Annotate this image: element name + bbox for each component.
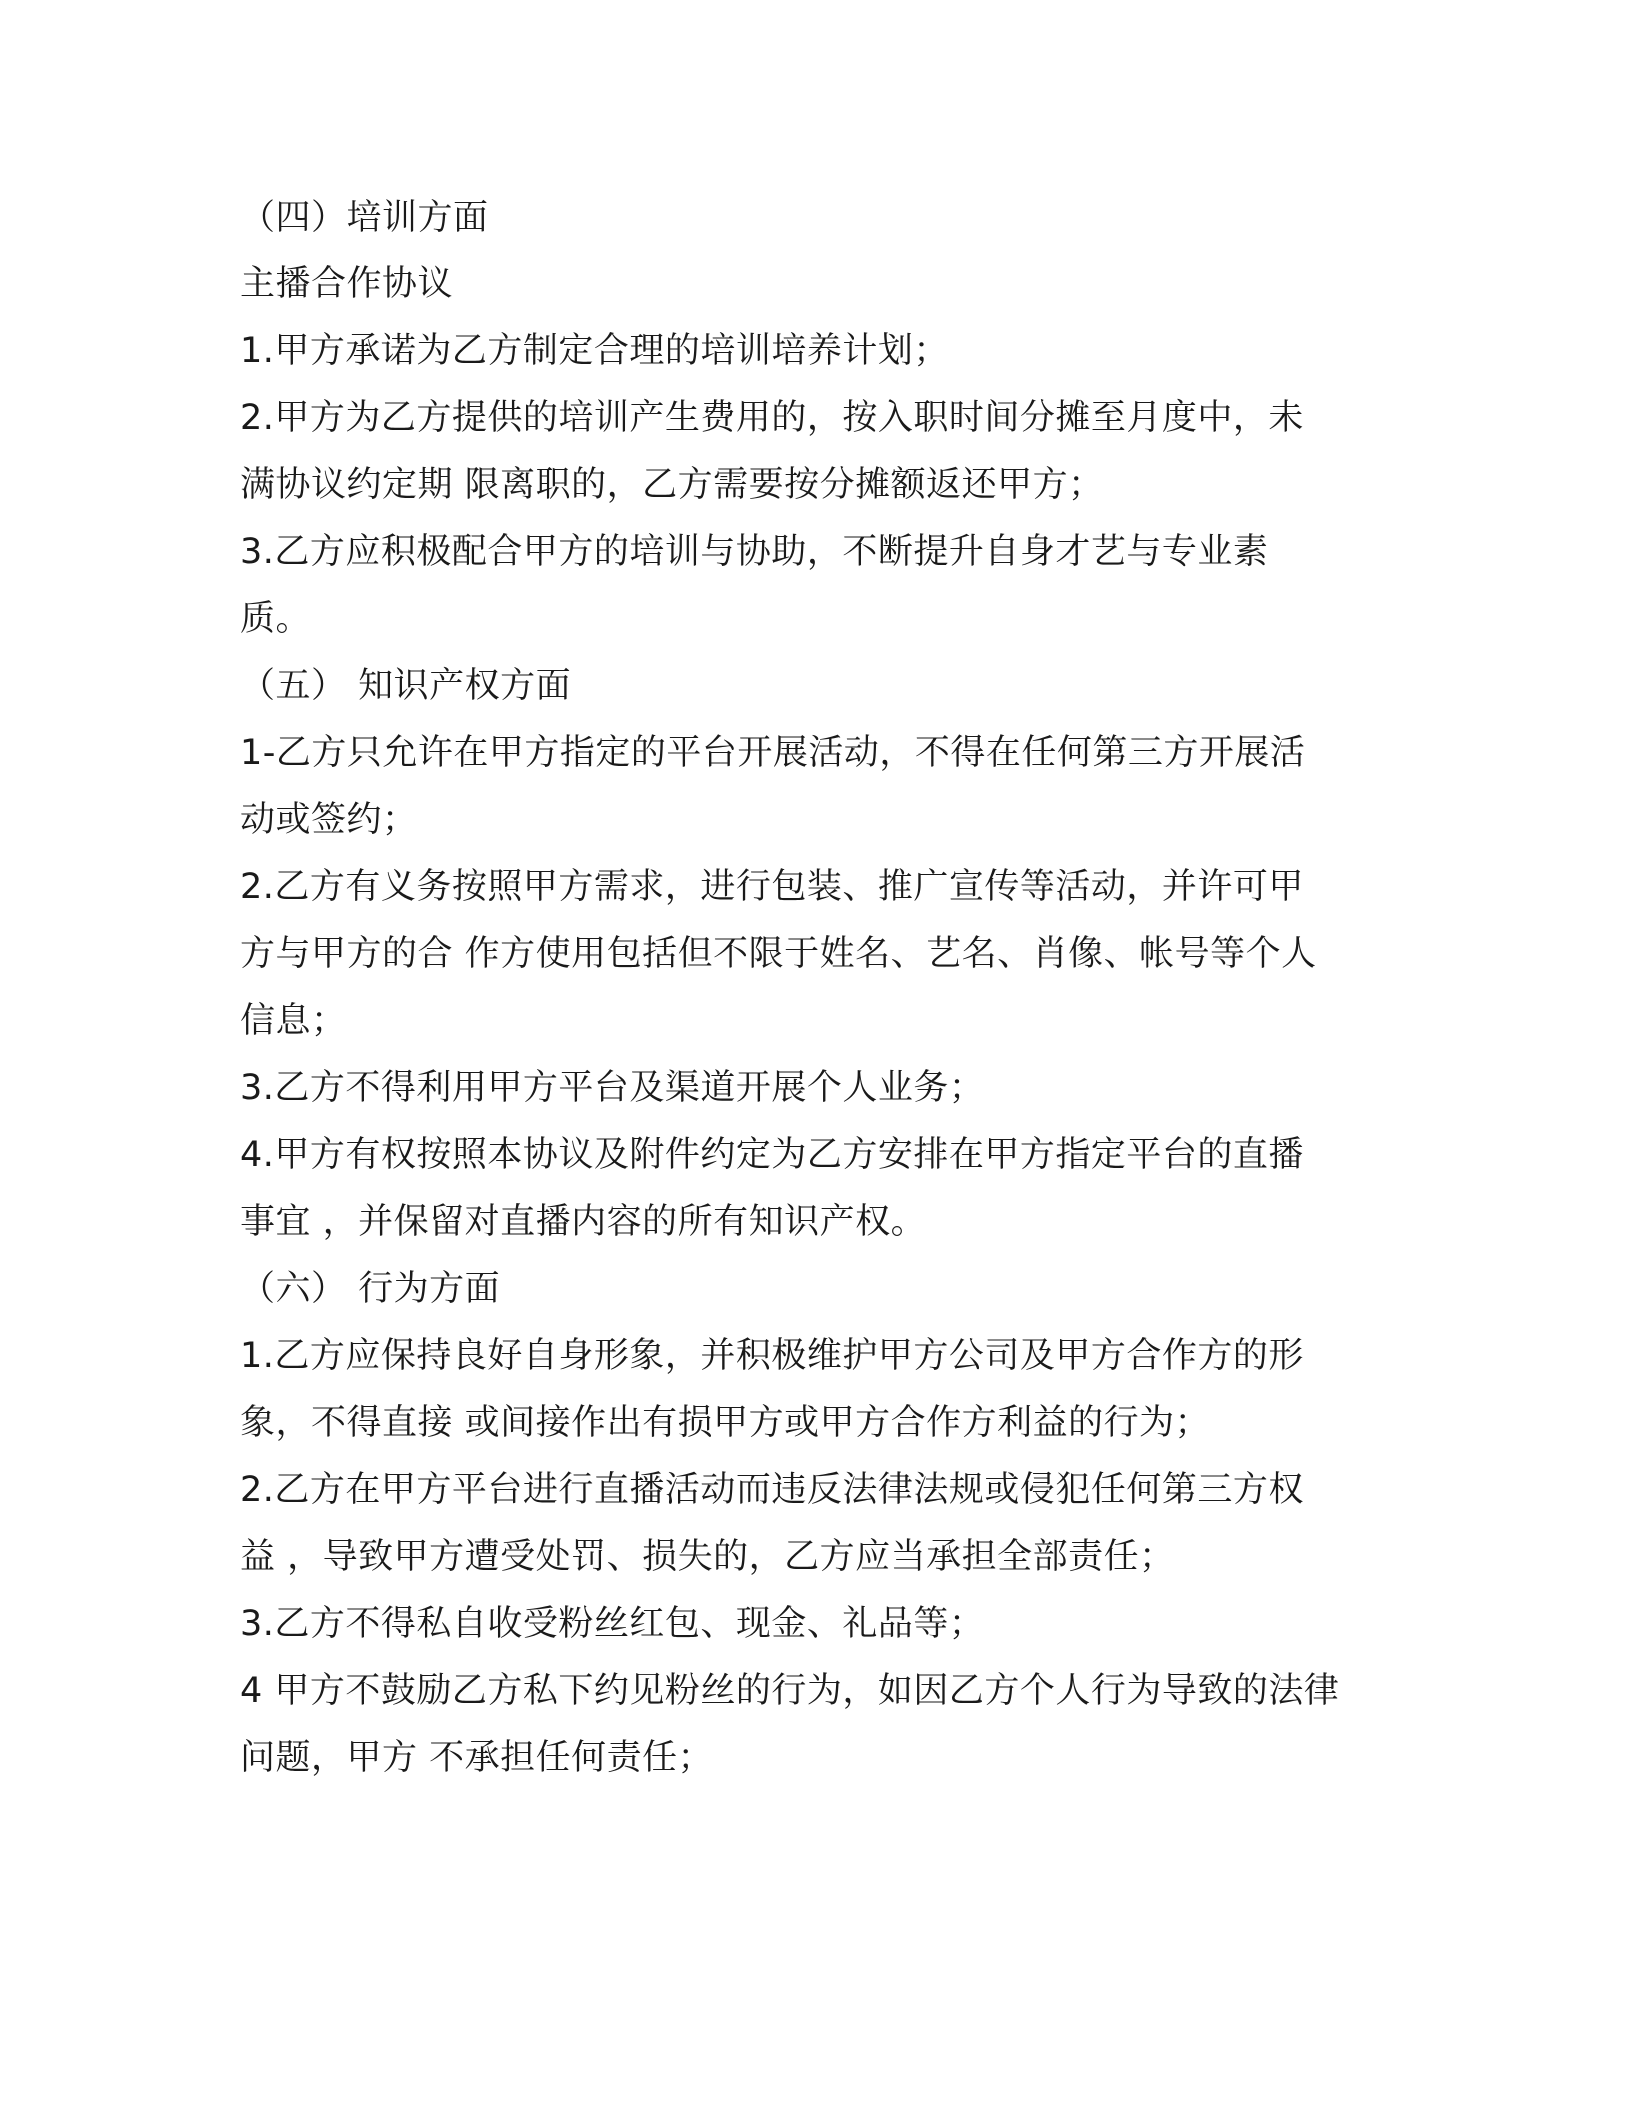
paragraph-line: 满协议约定期 限离职的，乙方需要按分摊额返还甲方；	[240, 465, 1104, 505]
paragraph-line: 2.乙方在甲方平台进行直播活动而违反法律法规或侵犯任何第三方权	[240, 1470, 1304, 1510]
paragraph-line: 益 ，导致甲方遭受处罚、损失的，乙方应当承担全部责任；	[240, 1537, 1175, 1577]
paragraph-line: 4.甲方有权按照本协议及附件约定为乙方安排在甲方指定平台的直播	[240, 1135, 1304, 1175]
paragraph-line: 质。	[240, 599, 312, 639]
paragraph-line: 1.甲方承诺为乙方制定合理的培训培养计划；	[240, 331, 949, 371]
paragraph-line: 3.乙方应积极配合甲方的培训与协助，不断提升自身才艺与专业素	[240, 532, 1269, 572]
paragraph-line: 1-乙方只允许在甲方指定的平台开展活动，不得在任何第三方开展活	[240, 733, 1306, 773]
paragraph-line: 3.乙方不得私自收受粉丝红包、现金、礼品等；	[240, 1604, 985, 1644]
paragraph-line: 4 甲方不鼓励乙方私下约见粉丝的行为，如因乙方个人行为导致的法律	[240, 1671, 1340, 1711]
paragraph-line: 3.乙方不得利用甲方平台及渠道开展个人业务；	[240, 1068, 985, 1108]
section-heading-ip: （五） 知识产权方面	[240, 666, 572, 706]
paragraph-line: 问题，甲方 不承担任何责任；	[240, 1738, 714, 1778]
section-heading-training: （四）培训方面	[240, 198, 489, 238]
paragraph-line: 2.乙方有义务按照甲方需求，进行包装、推广宣传等活动，并许可甲	[240, 867, 1304, 907]
paragraph-line: 信息；	[240, 1001, 347, 1041]
paragraph-line: 方与甲方的合 作方使用包括但不限于姓名、艺名、肖像、帐号等个人	[240, 934, 1317, 974]
paragraph-line: 事宜 ，并保留对直播内容的所有知识产权。	[240, 1202, 927, 1242]
section-heading-conduct: （六） 行为方面	[240, 1269, 501, 1309]
paragraph-line: 动或签约；	[240, 800, 418, 840]
paragraph-line: 象，不得直接 或间接作出有损甲方或甲方合作方利益的行为；	[240, 1403, 1211, 1443]
paragraph-line: 2.甲方为乙方提供的培训产生费用的，按入职时间分摊至月度中，未	[240, 398, 1304, 438]
document-title: 主播合作协议	[240, 264, 454, 304]
paragraph-line: 1.乙方应保持良好自身形象，并积极维护甲方公司及甲方合作方的形	[240, 1336, 1304, 1376]
